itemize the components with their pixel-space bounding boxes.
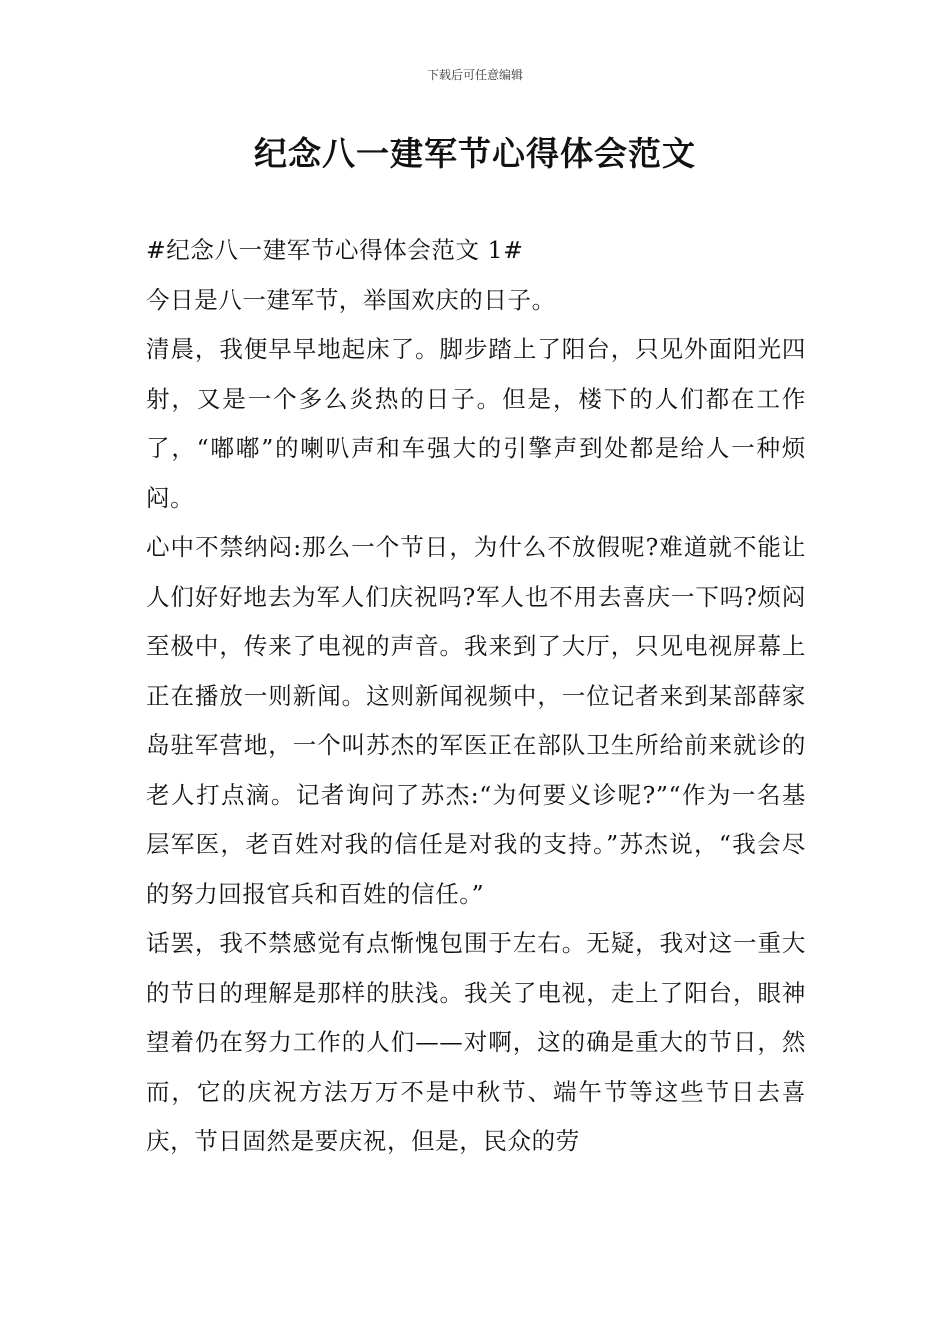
paragraph: 心中不禁纳闷:那么一个节日，为什么不放假呢?难道就不能让人们好好地去为军人们庆祝吗?军人也不用去喜庆一下吗?烦闷至极中，传来了电视的声音。我来到了大厅，只见电视屏幕上正在播放一则新闻。这则新闻视频中，一位记者来到某部薛家岛驻军营地，一个叫苏杰的军医正在部队卫生所给前来就诊的老人打点滴。记者询问了苏杰:“为何要义诊呢?”“作为一名基层军医，老百姓对我的信任是对我的支持。”苏杰说，“我会尽的努力回报官兵和百姓的信任。”	[146, 533, 806, 908]
paragraph: 话罢，我不禁感觉有点惭愧包围于左右。无疑，我对这一重大的节日的理解是那样的肤浅。我关了电视，走上了阳台，眼神望着仍在努力工作的人们——对啊，这的确是重大的节日，然而，它的庆祝方法万万不是中秋节、端午节等这些节日去喜庆，节日固然是要庆祝，但是，民众的劳	[146, 929, 806, 1155]
paragraph: 今日是八一建军节，举国欢庆的日子。	[146, 285, 556, 314]
document-title: 纪念八一建军节心得体会范文	[254, 134, 696, 173]
header-note: 下载后可任意编辑	[426, 68, 523, 82]
section-heading: #纪念八一建军节心得体会范文 1#	[146, 236, 524, 264]
paragraph: 清晨，我便早早地起床了。脚步踏上了阳台，只见外面阳光四射，又是一个多么炎热的日子。但是，楼下的人们都在工作了，“嘟嘟”的喇叭声和车强大的引擎声到处都是给人一种烦闷。	[146, 335, 806, 512]
document-body	[146, 226, 806, 1167]
